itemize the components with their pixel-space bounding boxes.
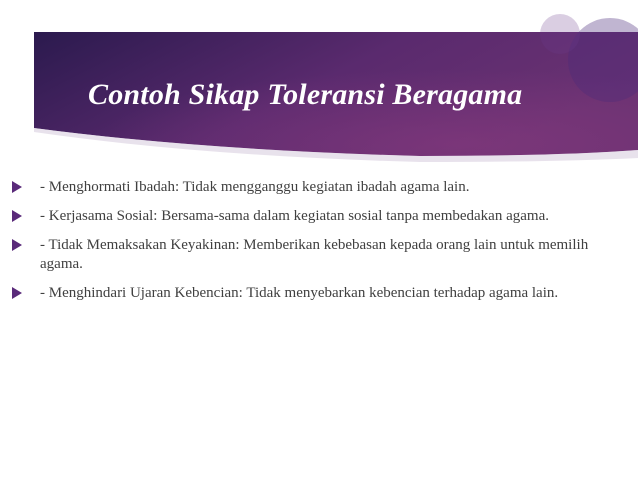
- triangle-right-icon: [12, 287, 22, 299]
- triangle-right-icon: [12, 181, 22, 193]
- bullet-text: - Tidak Memaksakan Keyakinan: Memberikan kebebasan kepada orang lain untuk memilih agama.: [40, 237, 589, 272]
- bullet-item: [12, 178, 622, 197]
- bullet-item: [12, 284, 622, 303]
- bullet-item: [12, 207, 622, 226]
- bullet-list: [12, 178, 622, 313]
- bullet-text: - Menghindari Ujaran Kebencian: Tidak menyebarkan kebencian terhadap agama lain.: [40, 285, 559, 301]
- slide-title: Contoh Sikap Toleransi Beragama: [88, 78, 523, 111]
- triangle-right-icon: [12, 239, 22, 251]
- bullet-text: - Kerjasama Sosial: Bersama-sama dalam kegiatan sosial tanpa membedakan agama.: [40, 208, 549, 224]
- triangle-right-icon: [12, 210, 22, 222]
- bullet-item: [12, 236, 622, 274]
- bullet-text: - Menghormati Ibadah: Tidak mengganggu kegiatan ibadah agama lain.: [40, 179, 470, 195]
